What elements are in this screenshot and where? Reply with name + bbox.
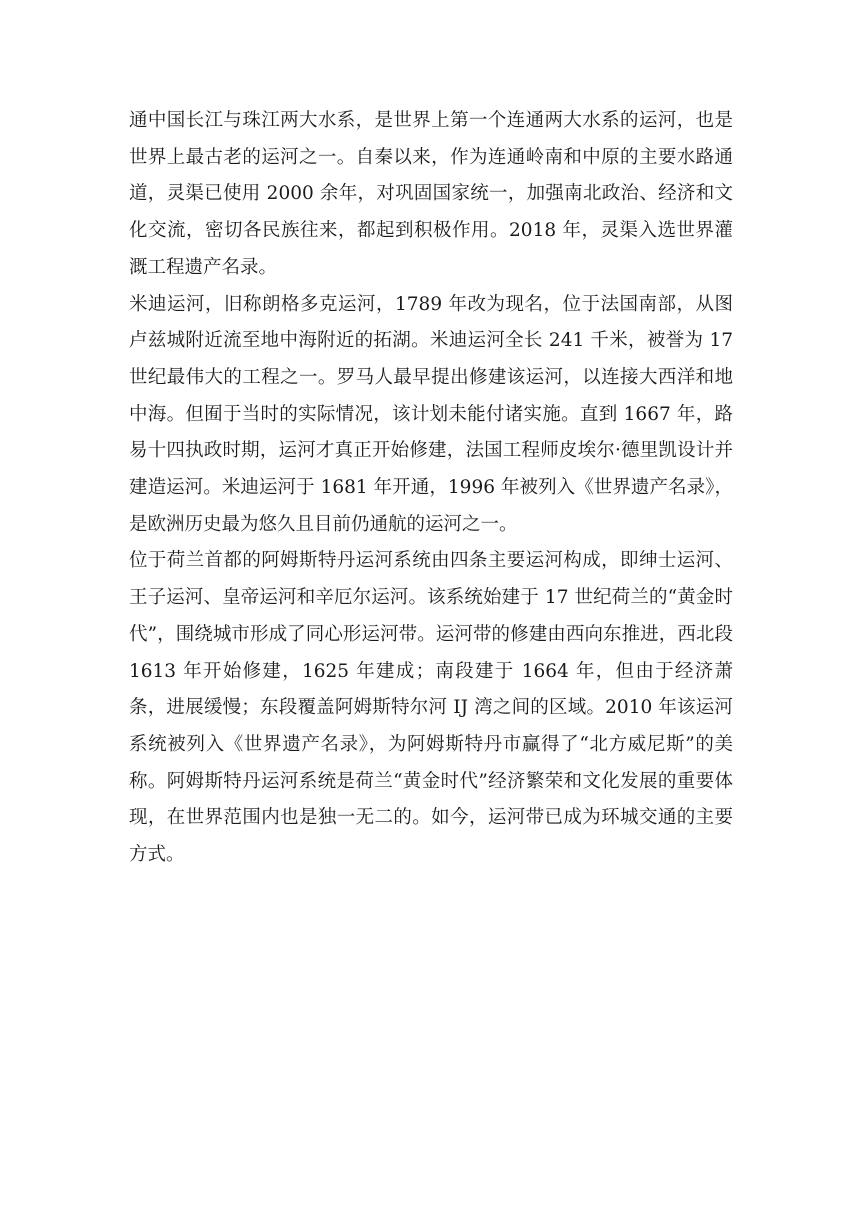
paragraph-lingqu: 通中国长江与珠江两大水系，是世界上第一个连通两大水系的运河，也是世界上最古老的运河之一。自秦以来，作为连通岭南和中原的主要水路通道，灵渠已使用 2000 余年，对巩固国家统一，加强南北政治、经济和文化交流，密切各民族往来，都起到积极作用。2018 年，灵渠入选世界灌溉工程遗产名录。 xyxy=(129,110,733,278)
document-body xyxy=(129,103,733,874)
paragraph-amsterdam-canals: 位于荷兰首都的阿姆斯特丹运河系统由四条主要运河构成，即绅士运河、王子运河、皇帝运河和辛厄尔运河。该系统始建于 17 世纪荷兰的“黄金时代”，围绕城市形成了同心形运河带。运河带的修建由西向东推进，西北段 1613 年开始修建，1625 年建成；南段建于 1664 年，但由于经济萧条，进展缓慢；东段覆盖阿姆斯特尔河 IJ 湾之间的区域。2010 年该运河系统被列入《世界遗产名录》，为阿姆斯特丹市赢得了“北方威尼斯”的美称。阿姆斯特丹运河系统是荷兰“黄金时代”经济繁荣和文化发展的重要体现，在世界范围内也是独一无二的。如今，运河带已成为环城交通的主要方式。 xyxy=(129,550,733,866)
paragraph-canal-du-midi: 米迪运河，旧称朗格多克运河，1789 年改为现名，位于法国南部，从图卢兹城附近流至地中海附近的拓湖。米迪运河全长 241 千米，被誉为 17 世纪最伟大的工程之一。罗马人最早提出修建该运河，以连接大西洋和地中海。但囿于当时的实际情况，该计划未能付诸实施。直到 1667 年，路易十四执政时期，运河才真正开始修建，法国工程师皮埃尔·德里凯设计并建造运河。米迪运河于 1681 年开通，1996 年被列入《世界遗产名录》，是欧洲历史最为悠久且目前仍通航的运河之一。 xyxy=(129,293,733,535)
